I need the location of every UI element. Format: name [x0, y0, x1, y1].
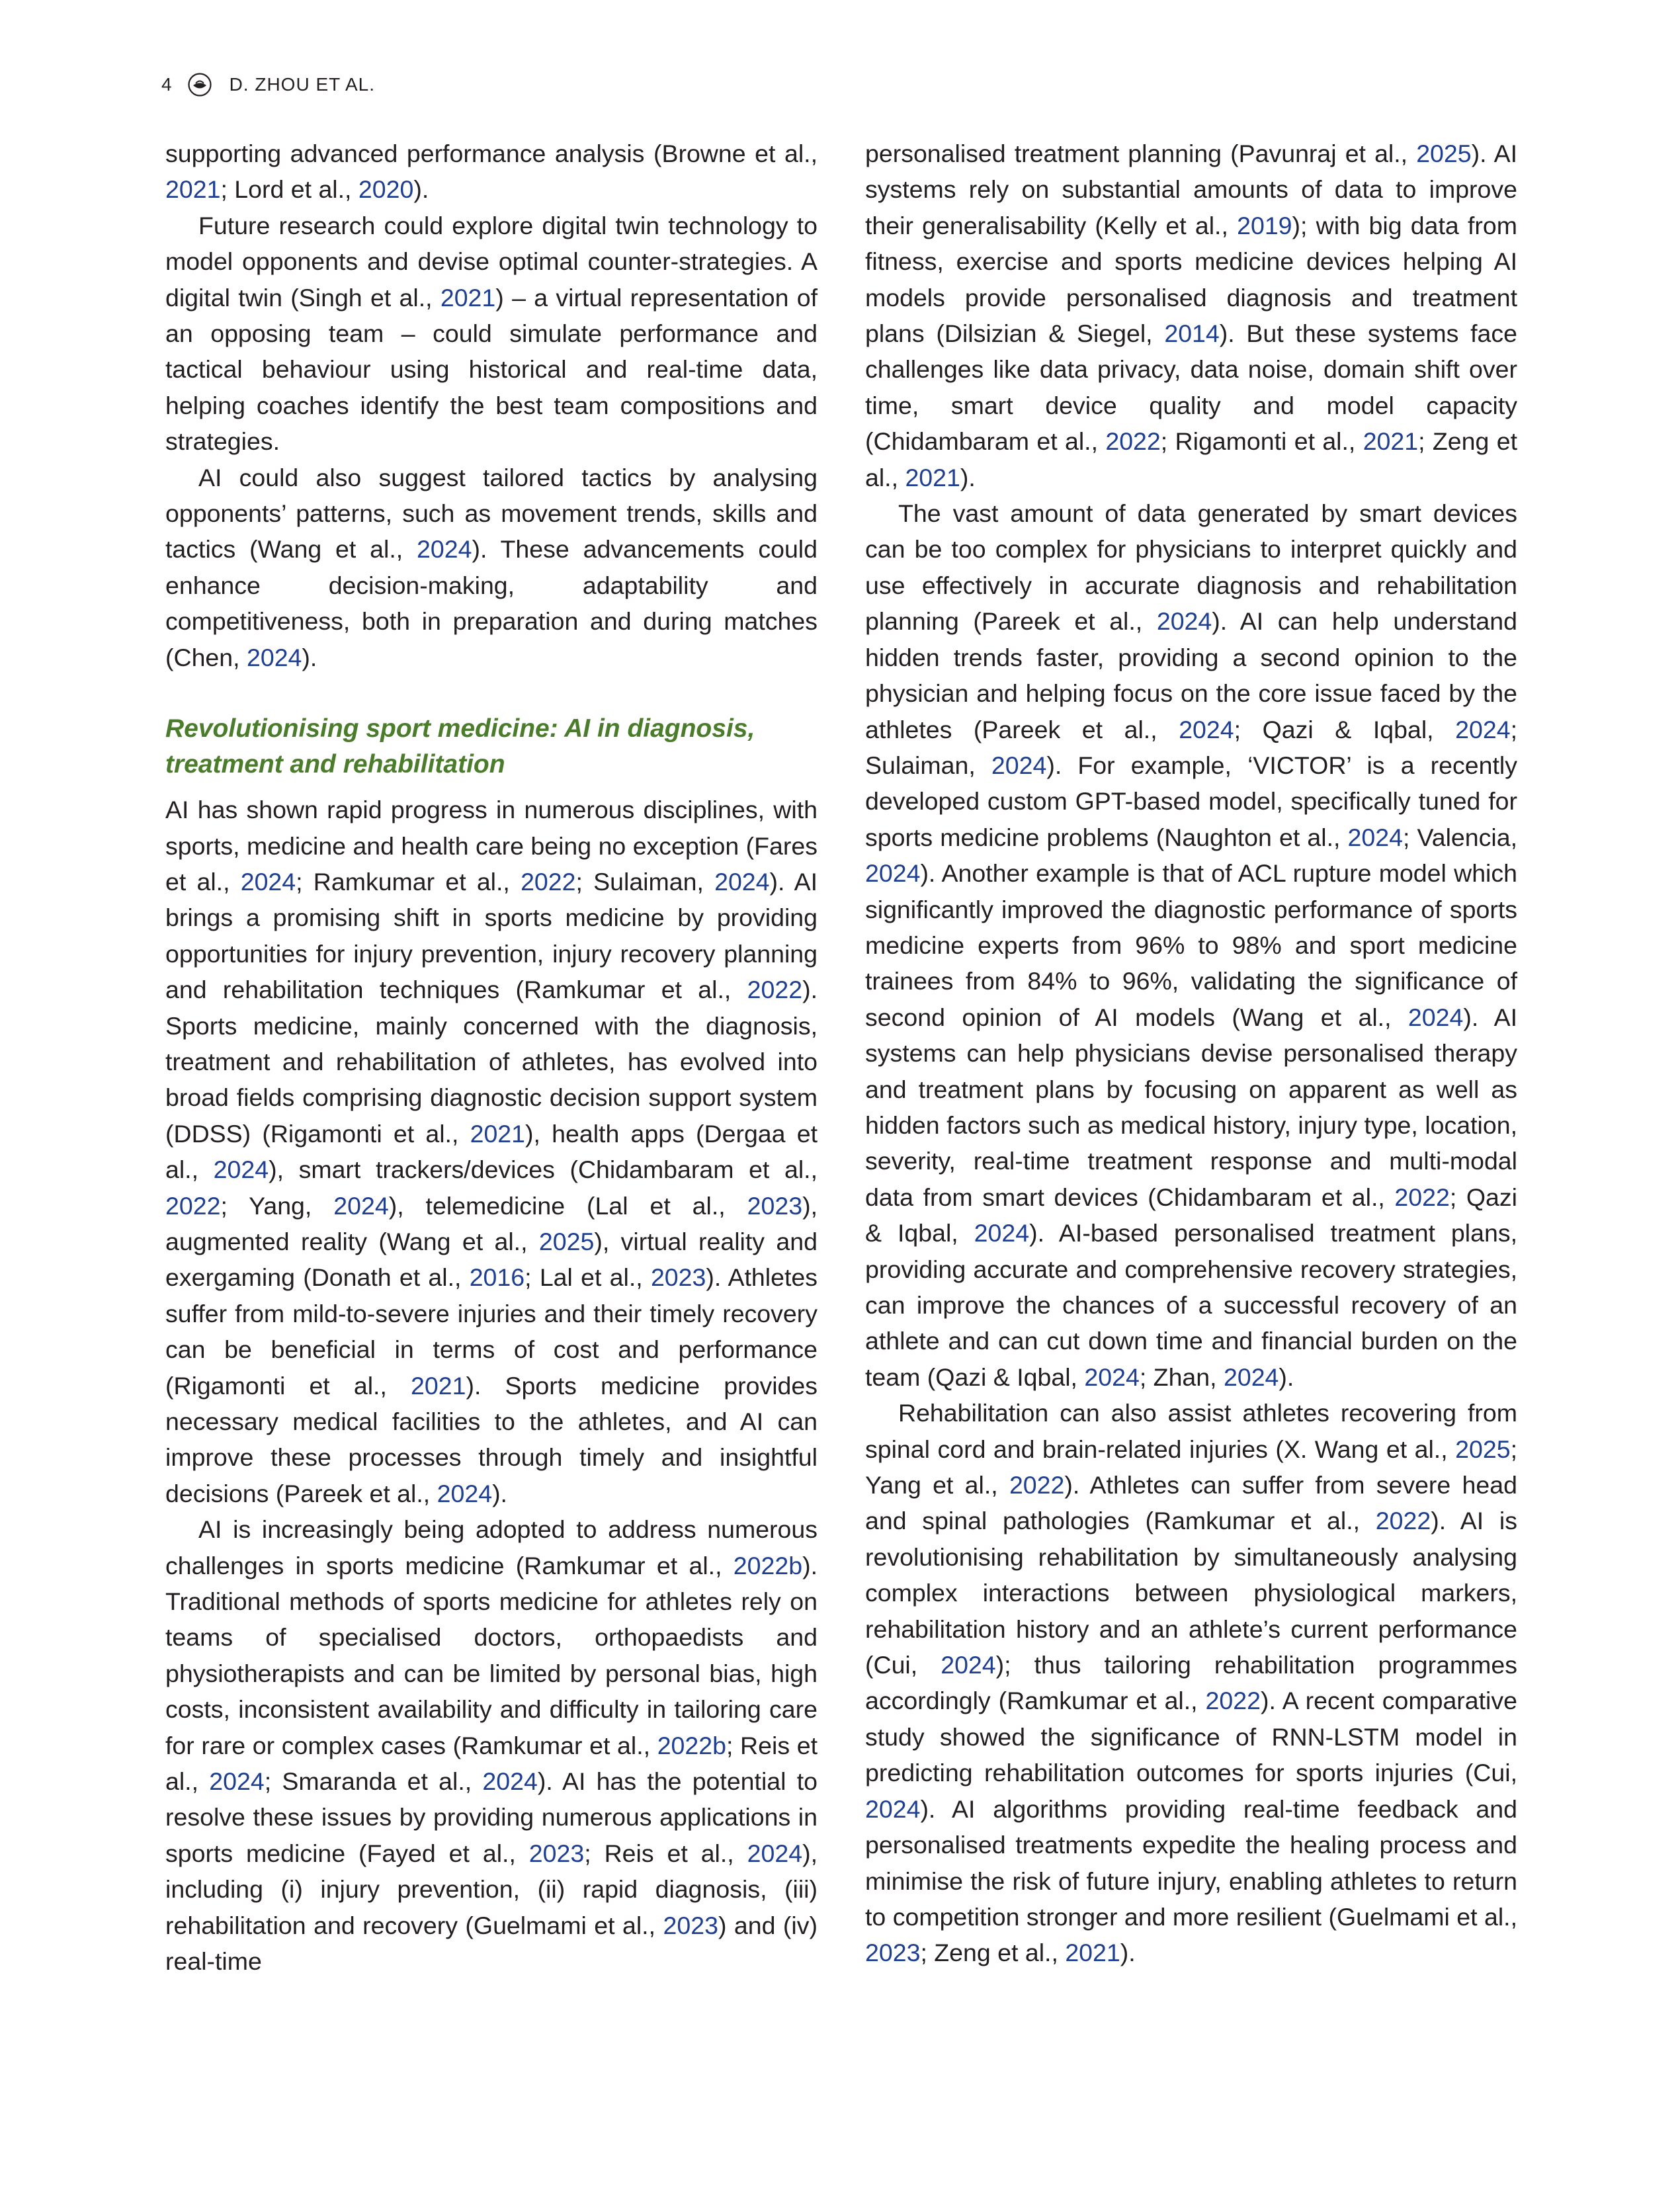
paragraph-text: ; Ramkumar et al.,	[296, 867, 521, 896]
paragraph-text: ; Valencia,	[1402, 823, 1518, 851]
citation-link[interactable]: 2021	[1363, 427, 1419, 456]
paragraph-text: ). AI has the potential to resolve these issues by providing numerous applications in sports medicine (Fayed et al.,	[165, 1767, 818, 1867]
paragraph-text: ). AI systems can help physicians devise personalised therapy and treatment plans by focusing on apparent as well as hidden factors such as medical history, injury type, location, severity, real-time treatment response and multi-modal data from smart devices (Chidambaram et al.,	[865, 1003, 1518, 1211]
citation-link[interactable]: 2022	[1205, 1687, 1261, 1715]
paragraph-text: ; Lal et al.,	[525, 1263, 651, 1292]
citation-link[interactable]: 2021	[165, 175, 221, 204]
paragraph-text: ).	[1120, 1939, 1136, 1967]
citation-link[interactable]: 2023	[747, 1191, 803, 1220]
paragraph-text: AI has shown rapid progress in numerous disciplines, with sports, medicine and health care being no exception (Fares et al.,	[165, 796, 818, 896]
citation-link[interactable]: 2024	[1407, 1003, 1464, 1031]
citation-link[interactable]: 2024	[1347, 823, 1403, 851]
paragraph-text: ). Sports medicine provides necessary medical facilities to the athletes, and AI can improve these processes through timely and insightful decisions (Pareek et al.,	[165, 1371, 818, 1507]
paragraph-text: ). Traditional methods of sports medicine for athletes rely on teams of specialised doctors, orthopaedists and physiotherapists and can be limited by personal bias, high costs, inconsistent availability and difficulty in tailoring care for rare or complex cases (Ramkumar et al.,	[165, 1551, 818, 1759]
citation-link[interactable]: 2024	[747, 1839, 803, 1867]
citation-link[interactable]: 2021	[1065, 1939, 1120, 1967]
paragraph-text: Rehabilitation can also assist athletes recovering from spinal cord and brain-related injuries (X. Wang et al.,	[865, 1399, 1517, 1463]
paragraph-text: ).	[302, 643, 317, 671]
paragraph	[165, 792, 818, 1511]
citation-link[interactable]: 2024	[246, 643, 302, 671]
citation-link[interactable]: 2023	[528, 1839, 585, 1867]
citation-link[interactable]: 2024	[1455, 715, 1511, 743]
paragraph	[865, 136, 1517, 495]
paragraph-text: ; Lord et al.,	[220, 175, 358, 204]
citation-link[interactable]: 2025	[1416, 140, 1472, 167]
paragraph-text: ). AI systems rely on substantial amounts of data to improve their generalisability (Kelly et al.,	[865, 140, 1518, 239]
paragraph-text: ; Zhan,	[1139, 1363, 1224, 1391]
citation-link[interactable]: 2025	[538, 1227, 595, 1255]
running-head-authors: D. ZHOU ET AL.	[229, 74, 375, 95]
section-heading: Revolutionising sport medicine: AI in diagnosis, treatment and rehabilitation	[165, 714, 755, 779]
citation-link[interactable]: 2025	[1455, 1435, 1511, 1463]
paragraph-text: ; Qazi & Iqbal,	[1234, 715, 1456, 743]
paragraph-text: ), including (i) injury prevention, (ii) rapid diagnosis, (iii) rehabilitation and recovery (Guelmami et al.,	[165, 1839, 818, 1939]
paragraph-text: ). AI algorithms providing real-time feedback and personalised treatments expedite the healing process and minimise the risk of future injury, enabling athletes to return to competition stronger and more resilient (Guelmami et al.,	[865, 1794, 1517, 1931]
paragraph	[165, 1511, 818, 1979]
citation-link[interactable]: 2021	[470, 1119, 526, 1148]
paragraph-text: ; Zeng et al.,	[920, 1939, 1066, 1967]
paragraph-text: AI is increasingly being adopted to address numerous challenges in sports medicine (Ramkumar et al.,	[165, 1515, 818, 1579]
paragraph-text: The vast amount of data generated by smart devices can be too complex for physicians to interpret quickly and use effectively in accurate diagnosis and rehabilitation planning (Pareek et al.,	[865, 499, 1517, 636]
paragraph-text: ). Another example is that of ACL rupture model which significantly improved the diagnostic performance of sports medicine experts from 96% to 98% and sport medicine trainees from 84% to 96%, validating the significance of second opinion of AI models (Wang et al.,	[865, 859, 1517, 1031]
paragraph-text: ; Reis et al.,	[584, 1839, 747, 1867]
paragraph-text: ); thus tailoring rehabilitation programmes accordingly (Ramkumar et al.,	[865, 1651, 1518, 1715]
paragraph	[865, 1395, 1517, 1971]
paragraph-text: Future research could explore digital twin technology to model opponents and devise optimal counter-strategies. A digital twin (Singh et al.,	[165, 211, 818, 312]
citation-link[interactable]: 2022	[521, 867, 576, 896]
citation-link[interactable]: 2022	[1375, 1507, 1431, 1535]
citation-link[interactable]: 2024	[482, 1767, 538, 1796]
citation-link[interactable]: 2024	[991, 751, 1047, 779]
paragraph-text: ; Zeng et al.,	[865, 427, 1517, 491]
paragraph-text: ). AI brings a promising shift in sports medicine by providing opportunities for injury prevention, injury recovery planning and rehabilitation techniques (Ramkumar et al.,	[165, 867, 818, 1004]
citation-link[interactable]: 2022b	[657, 1731, 726, 1759]
citation-link[interactable]: 2024	[941, 1651, 996, 1679]
paragraph-text: ; Qazi & Iqbal,	[865, 1183, 1517, 1247]
paragraph-text: ). A recent comparative study showed the significance of RNN-LSTM model in predicting rehabilitation outcomes for sports injuries (Cui,	[865, 1687, 1517, 1787]
paragraph-text: ). AI-based personalised treatment plans, providing accurate and comprehensive recovery strategies, can improve the chances of a successful recovery of an athlete and can cut down time and financial burden on the team (Qazi & Iqbal,	[865, 1219, 1517, 1391]
citation-link[interactable]: 2022	[165, 1191, 221, 1220]
paragraph-text: ).	[1279, 1363, 1294, 1391]
citation-link[interactable]: 2024	[437, 1479, 493, 1507]
paragraph-text: supporting advanced performance analysis (Browne et al.,	[165, 140, 818, 167]
citation-link[interactable]: 2024	[213, 1156, 269, 1184]
paragraph-text: AI could also suggest tailored tactics by analysing opponents’ patterns, such as movement trends, skills and tactics (Wang et al.,	[165, 463, 818, 564]
citation-link[interactable]: 2022	[1394, 1183, 1450, 1211]
paragraph-text: ; Sulaiman,	[865, 715, 1517, 779]
citation-link[interactable]: 2014	[1164, 319, 1220, 348]
citation-link[interactable]: 2024	[974, 1219, 1030, 1247]
paragraph-text: ; Reis et al.,	[165, 1731, 818, 1796]
citation-link[interactable]: 2019	[1237, 211, 1292, 239]
paragraph-text: ), augmented reality (Wang et al.,	[165, 1191, 818, 1255]
paragraph-text: ), health apps (Dergaa et al.,	[165, 1119, 818, 1184]
citation-link[interactable]: 2023	[650, 1263, 706, 1292]
citation-link[interactable]: 2024	[240, 867, 296, 896]
running-header	[161, 71, 375, 98]
right-column	[865, 136, 1517, 1971]
journal-logo-icon	[187, 72, 212, 97]
citation-link[interactable]: 2023	[663, 1911, 718, 1939]
paragraph-text: ; Yang,	[220, 1191, 334, 1220]
paragraph	[165, 460, 818, 675]
paragraph	[165, 136, 818, 208]
paragraph-text: ), smart trackers/devices (Chidambaram et al.,	[269, 1156, 818, 1184]
citation-link[interactable]: 2022	[747, 976, 803, 1004]
citation-link[interactable]: 2024	[714, 867, 770, 896]
paragraph-text: ). Sports medicine, mainly concerned with the diagnosis, treatment and rehabilitation of athletes, has evolved into broad fields comprising diagnostic decision support system (DDSS) (Rigamonti et al.,	[165, 976, 818, 1148]
paragraph-text: ). AI is revolutionising rehabilitation by simultaneously analysing complex interactions between physiological markers, rehabilitation history and an athlete’s current performance (Cui,	[865, 1507, 1518, 1679]
citation-link[interactable]: 2024	[1223, 1363, 1279, 1391]
citation-link[interactable]: 2021	[440, 283, 496, 312]
paragraph-text: ). These advancements could enhance decision-making, adaptability and competitiveness, both in preparation and during matches (Chen,	[165, 535, 818, 671]
paragraph-text: ).	[492, 1479, 507, 1507]
paragraph-text: ); with big data from fitness, exercise and sports medicine devices helping AI models provide personalised diagnosis and treatment plans (Dilsizian & Siegel,	[865, 211, 1517, 348]
paragraph-text: personalised treatment planning (Pavunraj et al.,	[865, 140, 1417, 167]
paragraph-text: ; Yang et al.,	[865, 1435, 1517, 1499]
citation-link[interactable]: 2024	[1084, 1363, 1140, 1391]
citation-link[interactable]: 2021	[411, 1371, 466, 1400]
paragraph-text: ).	[413, 175, 429, 204]
citation-link[interactable]: 2024	[333, 1191, 389, 1220]
citation-link[interactable]: 2022	[1009, 1471, 1065, 1499]
paragraph-text: ). But these systems face challenges like data privacy, data noise, domain shift over time, smart device quality and model capacity (Chidambaram et al.,	[865, 319, 1518, 456]
paragraph-text: ; Smaranda et al.,	[264, 1767, 483, 1796]
paragraph-text: ). For example, ‘VICTOR’ is a recently developed custom GPT-based model, specifically tuned for sports medicine problems (Naughton et al.,	[865, 751, 1517, 851]
citation-link[interactable]: 2024	[1156, 607, 1212, 636]
paragraph-text: ) – a virtual representation of an opposing team – could simulate performance and tactical behaviour using historical and real-time data, helping coaches identify the best team compositions and strategies.	[165, 283, 818, 456]
citation-link[interactable]: 2024	[1179, 715, 1234, 743]
paragraph-text: ), telemedicine (Lal et al.,	[388, 1191, 747, 1220]
citation-link[interactable]: 2021	[905, 463, 960, 491]
citation-link[interactable]: 2024	[209, 1767, 265, 1796]
paragraph-text: ). Athletes can suffer from severe head and spinal pathologies (Ramkumar et al.,	[865, 1471, 1517, 1535]
citation-link[interactable]: 2024	[865, 1794, 921, 1823]
citation-link[interactable]: 2016	[469, 1263, 525, 1292]
page-number: 4	[161, 74, 173, 95]
citation-link[interactable]: 2020	[358, 175, 414, 204]
paragraph-text: ; Sulaiman,	[575, 867, 715, 896]
paragraph-text: ; Rigamonti et al.,	[1160, 427, 1363, 456]
citation-link[interactable]: 2023	[865, 1939, 921, 1967]
citation-link[interactable]: 2022b	[733, 1551, 803, 1579]
paragraph-text: ).	[960, 463, 976, 491]
citation-link[interactable]: 2024	[417, 535, 472, 564]
paragraph	[865, 495, 1517, 1395]
citation-link[interactable]: 2022	[1105, 427, 1161, 456]
citation-link[interactable]: 2024	[865, 859, 921, 888]
paragraph-text: ). Athletes suffer from mild-to-severe injuries and their timely recovery can be beneficial in terms of cost and performance (Rigamonti et al.,	[165, 1263, 818, 1400]
left-column	[165, 136, 818, 1980]
paragraph	[165, 208, 818, 460]
paragraph-text: ) and (iv) real-time	[165, 1911, 818, 1976]
paragraph-text: ), virtual reality and exergaming (Donath et al.,	[165, 1227, 818, 1292]
paragraph-text: ). AI can help understand hidden trends faster, providing a second opinion to the physician and helping focus on the core issue faced by the athletes (Pareek et al.,	[865, 607, 1517, 743]
